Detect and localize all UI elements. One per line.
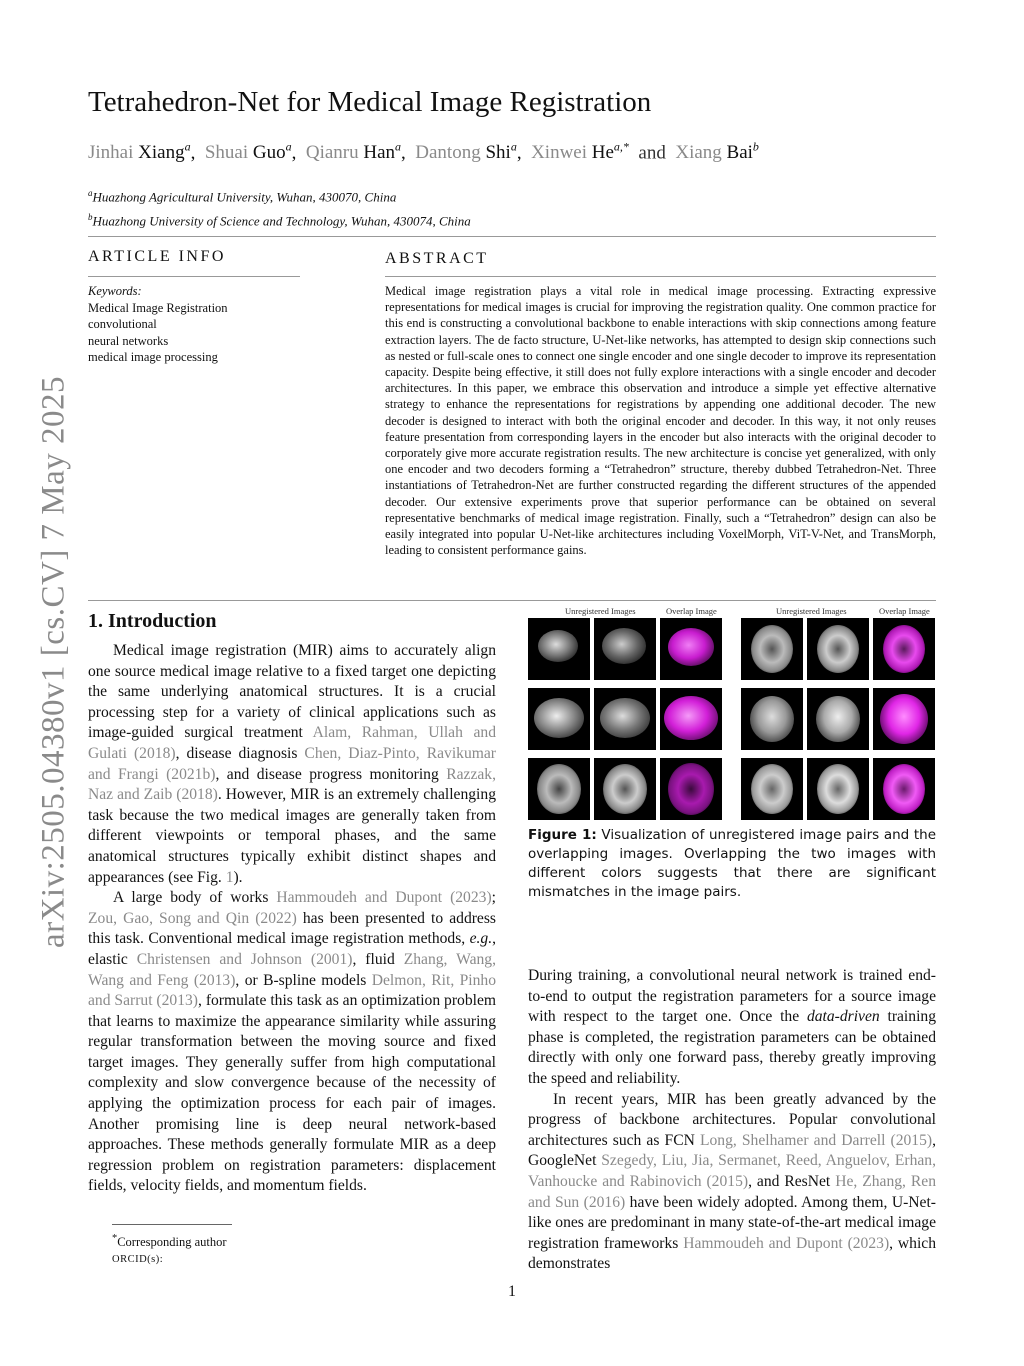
mri-axial-image — [528, 758, 590, 820]
overlap-image — [660, 618, 722, 680]
keyword: Medical Image Registration — [88, 300, 228, 315]
figure-column-label: Unregistered Images — [776, 606, 847, 616]
mri-sagittal-image — [528, 688, 590, 750]
mri-axial-image — [741, 618, 803, 680]
citation-link[interactable]: Hammoudeh and Dupont (2023) — [276, 889, 492, 907]
figure-1 — [526, 604, 938, 824]
affiliations — [88, 183, 471, 232]
keyword: neural networks — [88, 333, 169, 348]
keywords-label: Keywords: — [88, 284, 142, 298]
citation-link[interactable]: Chen, Diaz-Pinto, Ravikumar and Frangi (2021b) — [88, 744, 496, 783]
citation-link[interactable]: Delmon, Rit, Pinho and Sarrut (2013) — [88, 971, 496, 1010]
paragraph: A large body of works Hammoudeh and Dupont (2023); Zou, Gao, Song and Qin (2022) has been presented to address this task. Conventional medical image registration methods, e.g., elastic Christensen and Johnson (2001), fluid Zhang, Wang, Wang and Feng (2013), or B-spline models Delmon, Rit, Pinho and Sarrut (2013), formulate this task as an optimization problem that learns to maximize the appearance similarity while assuring regular transformation between the moving source and fixed target images. They generally suffer from high computational complexity and slow convergence because of the necessity of applying the optimization process for each pair of images. Another promising line is deep neural network-based approaches. These methods generally formulate MIR as a deep regression problem on registration parameters: displacement fields, velocity fields, and momentum fields. — [88, 889, 497, 1195]
article-info-heading: ARTICLE INFO — [88, 248, 226, 265]
article-info-divider — [88, 276, 300, 277]
mri-axial-image — [594, 758, 656, 820]
corresponding-author-note: *Corresponding author — [112, 1233, 227, 1250]
citation-link[interactable]: Long, Shelhamer and Darrell (2015) — [699, 1131, 933, 1149]
mri-sagittal-image — [528, 618, 590, 680]
citation-link[interactable]: Alam, Rahman, Ullah and Gulati (2018) — [88, 724, 497, 762]
orcid-note: ORCID(s): — [112, 1254, 164, 1266]
overlap-image — [660, 688, 722, 750]
author[interactable]: Xinwei $He^{a,*}$ — [531, 140, 629, 164]
author[interactable]: Dantong Shi$^a$ — [415, 140, 517, 164]
right-column — [528, 966, 936, 1275]
figure-column-label: Overlap Image — [879, 606, 930, 616]
overlap-image — [873, 688, 935, 750]
footnote-divider — [112, 1224, 232, 1225]
keywords-block — [88, 283, 228, 366]
paragraph: During training, a convolutional neural network is trained end-to-end to output the registration parameters for a source image with respect to the target one. Once the data-driven training phase is completed, the registration parameters can be obtained directly with only one forward pass, thereby greatly improving the speed and reliability. — [528, 967, 936, 1087]
figure-reference-link[interactable]: 1 — [225, 868, 234, 886]
section-heading-introduction: 1. Introduction — [88, 610, 217, 632]
header-divider — [88, 236, 936, 237]
body-divider — [88, 600, 936, 601]
paper-title: Tetrahedron-Net for Medical Image Registration — [88, 86, 652, 118]
mri-sagittal-image — [594, 688, 656, 750]
citation-link[interactable]: Razzak, Naz and Zaib (2018) — [88, 765, 496, 804]
citation-link[interactable]: Hammoudeh and Dupont (2023) — [683, 1234, 890, 1252]
mri-axial-image — [807, 618, 869, 680]
citation-link[interactable]: Zou, Gao, Song and Qin (2022) — [88, 909, 297, 927]
keyword: convolutional — [88, 317, 157, 331]
abstract-heading: ABSTRACT — [385, 250, 489, 267]
abstract-divider — [385, 276, 936, 277]
left-column — [88, 641, 496, 1197]
mri-coronal-image — [741, 688, 803, 750]
citation-link[interactable]: He, Zhang, Ren and Sun (2016) — [528, 1172, 936, 1211]
author[interactable]: Xiang Bai$^b$ — [675, 140, 759, 164]
paragraph: In recent years, MIR has been greatly advanced by the progress of backbone architectures. Popular convolutional architectures such as FCN Long, Shelhamer and Darrell (2015), GoogleNet Szegedy, Liu, Jia, Sermanet, Reed, Anguelov, Erhan, Vanhoucke and Rabinovich (2015), and ResNet He, Zhang, Ren and Sun (2016) have been widely adopted. Among them, U-Net-like ones are predominant in many state-of-the-art medical image registration frameworks Hammoudeh and Dupont (2023), which demonstrates — [528, 1090, 937, 1273]
arxiv-identifier: arXiv:2505.04380v1 [cs.CV] 7 May 2025 — [35, 375, 72, 949]
mri-axial-image — [807, 758, 869, 820]
footnote — [112, 1230, 227, 1268]
abstract-text: Medical image registration plays a vital role in medical image processing. Extracting expressive representations for medical images is crucial for improving the registration quality. One common practice for this end is constructing a convolutional backbone to enable interactions with skip connections among feature extraction layers. The de facto structure, U-Net-like networks, has attempted to design skip connections such as nested or full-scale ones to connect one single encoder and one single decoder to improve its representation capacity. Despite being effective, it still does not fully explore interactions with a single encoder and decoder architectures. In this paper, we embrace this observation and introduce a simple yet effective alternative strategy to enhance the representations for registrations by appending one additional decoder. The new decoder is designed to interact with both the original encoder and decoder. In this way, it not only reuses feature presentation from corresponding layers in the encoder but also interacts with the original decoder to corporately give more accurate registration results. The new architecture is concise yet generalized, with only one encoder and two decoders forming a “Tetrahedron” structure, thereby dubbed Tetrahedron-Net. Three instantiations of Tetrahedron-Net are further constructed regarding the different structures of the appended decoder. Our extensive experiments prove that superior performance can be obtained on several representative benchmarks of medical image registration. Finally, such a “Tetrahedron” design can also be easily integrated into popular U-Net-like architectures including VoxelMorph, ViT-V-Net, and TransMorph, leading to consistent performance gains. — [385, 284, 936, 558]
overlap-image — [660, 758, 722, 820]
paragraph: Medical image registration (MIR) aims to accurately align one source medical image relative to a fixed target one depicting the same underlying anatomical structures. It is a crucial processing step for a variety of clinical applications such as image-guided surgical treatment Alam, Rahman, Ullah and Gulati (2018), disease diagnosis Chen, Diaz-Pinto, Ravikumar and Frangi (2021b), and disease progress monitoring Razzak, Naz and Zaib (2018). However, MIR is an extremely challenging task because the two medical images are generally taken from different viewpoints or temporal phases, and the same anatomical structures typically exhibit distinct shapes and appearances (see Fig. 1). — [88, 642, 497, 886]
figure-1-caption: Figure 1: Visualization of unregistered image pairs and the overlapping images. Overlapping the two images with different colors suggests that there are significant mismatches in the image pairs. — [528, 827, 937, 900]
keyword: medical image processing — [88, 350, 218, 364]
affiliation: $^b$Huazhong University of Science and Technology, Wuhan, 430074, China — [88, 212, 471, 229]
citation-link[interactable]: Zhang, Wang, Wang and Feng (2013) — [88, 950, 496, 989]
figure-column-label: Overlap Image — [666, 606, 717, 616]
caption-label: Figure 1: — [528, 827, 597, 843]
mri-axial-image — [741, 758, 803, 820]
author[interactable]: Shuai Guo$^a$ — [204, 140, 292, 164]
author[interactable]: Jinhai Xiang$^a$ — [88, 140, 191, 164]
arxiv-sidebar — [14, 362, 94, 962]
overlap-image — [873, 618, 935, 680]
citation-link[interactable]: Szegedy, Liu, Jia, Sermanet, Reed, Anguelov, Erhan, Vanhoucke and Rabinovich (2015) — [528, 1152, 936, 1190]
author[interactable]: Qianru Han$^a$ — [305, 140, 402, 164]
author-list: Jinhai Xiang$^a$, Shuai Guo$^a$, Qianru Han$^a$, Dantong Shi$^a$, Xinwei $He^{a,*}$ and Xiang Bai$^b$ — [88, 140, 759, 164]
affiliation: $^a$Huazhong Agricultural University, Wuhan, 430070, China — [88, 188, 397, 205]
mri-coronal-image — [807, 688, 869, 750]
mri-sagittal-image — [594, 618, 656, 680]
citation-link[interactable]: Christensen and Johnson (2001) — [136, 950, 353, 968]
figure-column-label: Unregistered Images — [565, 606, 636, 616]
overlap-image — [873, 758, 935, 820]
page-number: 1 — [508, 1283, 516, 1300]
and-word: and — [638, 142, 666, 164]
